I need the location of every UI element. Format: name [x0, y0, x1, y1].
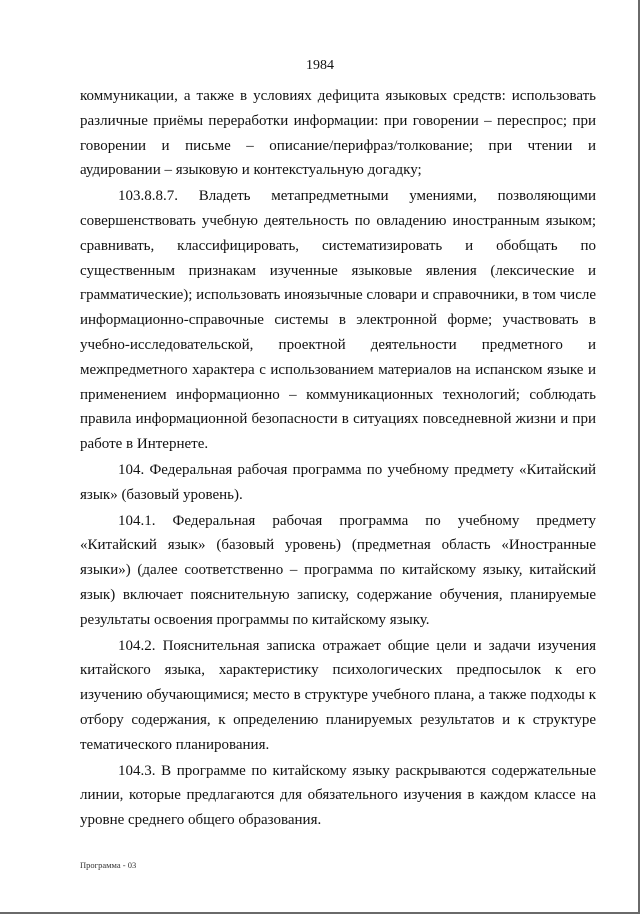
paragraph-104-2: 104.2. Пояснительная записка отражает общие цели и задачи изучения китайского языка, характеристику психологических предпосылок к его изучению обучающимися; место в структуре учебного плана, а также подходы к отбору содержания, к определению планируемых результатов и к структуре тематического планирования.: [80, 637, 596, 753]
paragraph-104-1: 104.1. Федеральная рабочая программа по учебному предмету «Китайский язык» (базовый уровень) (предметная область «Иностранные языки») (далее соответственно – программа по китайскому языку, китайский язык) включает пояснительную записку, содержание обучения, планируемые результаты освоения программы по китайскому языку.: [80, 512, 596, 628]
footer-label: Программа - 03: [80, 860, 137, 870]
page-number: 1984: [306, 58, 334, 73]
paragraph-continuation: коммуникации, а также в условиях дефицита языковых средств: использовать различные приёмы переработки информации: при говорении – переспрос; при говорении и письме – описание/перифраз/толкование; при чтении и аудировании – языковую и контекстуальную догадку;: [80, 88, 596, 179]
body-text: [80, 84, 596, 833]
paragraph-104-3: 104.3. В программе по китайскому языку раскрываются содержательные линии, которые предлагаются для обязательного изучения в каждом классе на уровне среднего общего образования.: [80, 762, 596, 829]
paragraph-103-8-8-7: 103.8.8.7. Владеть метапредметными умениями, позволяющими совершенствовать учебную деятельность по овладению иностранным языком; сравнивать, классифицировать, систематизировать и обобщать по существенным признакам изученные языковые явления (лексические и грамматические); использовать иноязычные словари и справочники, в том числе информационно-справочные системы в электронной форме; участвовать в учебно-исследовательской, проектной деятельности предметного и межпредметного характера с использованием материалов на испанском языке и применением информационно – коммуникационных технологий; соблюдать правила информационной безопасности в ситуациях повседневной жизни и при работе в Интернете.: [80, 188, 596, 453]
paragraph-104: 104. Федеральная рабочая программа по учебному предмету «Китайский язык» (базовый уровень).: [80, 461, 596, 503]
